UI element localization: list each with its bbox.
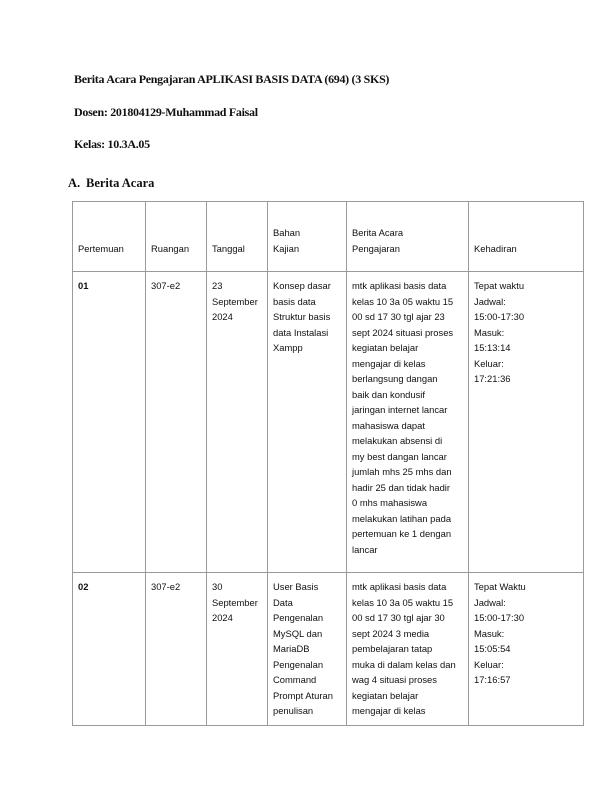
header-material-line: Bahan	[273, 227, 301, 238]
cell-line: Command	[273, 674, 317, 685]
cell-line: hadir 25 dan tidak hadir	[352, 481, 450, 493]
cell-line: mengajar di kelas	[352, 705, 426, 716]
cell-line: 15:05:54	[474, 643, 511, 654]
cell-line: Tepat Waktu	[474, 581, 526, 592]
cell-line: kelas 10 3a 05 waktu 15	[352, 295, 454, 307]
cell-line: Keluar:	[474, 357, 504, 369]
cell-line: 00 sd 17 30 tgl ajar 23	[352, 311, 445, 322]
cell-meeting: 01	[73, 272, 146, 573]
cell-attendance	[469, 573, 584, 726]
cell-line: Pengenalan	[273, 612, 324, 623]
cell-line: 15:00-17:30	[474, 311, 525, 322]
header-attendance: Kehadiran	[469, 202, 584, 272]
cell-line: muka di dalam kelas dan	[352, 658, 456, 670]
cell-line: Tepat waktu	[474, 280, 525, 291]
class-line: Kelas: 10.3A.05	[74, 137, 150, 151]
cell-line: lancar	[352, 543, 378, 555]
header-meeting: Pertemuan	[73, 202, 146, 272]
cell-line: jumlah mhs 25 mhs dan	[352, 466, 452, 477]
cell-line: pertemuan ke 1 dengan	[352, 528, 452, 539]
cell-line: data Instalasi	[273, 326, 329, 338]
cell-room: 307-e2	[146, 573, 207, 726]
cell-meeting: 02	[73, 573, 146, 726]
header-room: Ruangan	[146, 202, 207, 272]
cell-line: 23	[212, 280, 223, 291]
cell-line: 17:16:57	[474, 674, 511, 685]
cell-line: Pengenalan	[273, 658, 324, 670]
cell-line: Keluar:	[474, 658, 504, 670]
cell-line: penulisan	[273, 705, 314, 716]
cell-material	[268, 272, 347, 573]
header-date: Tanggal	[207, 202, 268, 272]
cell-date	[207, 573, 268, 726]
document-title: Berita Acara Pengajaran APLIKASI BASIS DATA (694) (3 SKS)	[74, 72, 390, 86]
table-row	[73, 573, 584, 726]
cell-line: sept 2024 3 media	[352, 627, 430, 639]
section-title: Berita Acara	[86, 176, 155, 190]
table-header-row	[73, 202, 584, 272]
cell-line: Jadwal:	[474, 596, 506, 608]
cell-line: User Basis	[273, 581, 319, 592]
cell-attendance	[469, 272, 584, 573]
cell-line: Masuk:	[474, 627, 505, 639]
header-report-line: Berita Acara	[352, 227, 404, 238]
cell-line: Konsep dasar	[273, 280, 331, 291]
cell-line: 2024	[212, 311, 233, 322]
cell-line: mengajar di kelas	[352, 357, 426, 369]
header-material	[268, 202, 347, 272]
cell-room: 307-e2	[146, 272, 207, 573]
cell-line: mtk aplikasi basis data	[352, 280, 447, 291]
cell-report	[347, 272, 469, 573]
header-report-line: Pengajaran	[352, 242, 400, 254]
cell-line: melakukan latihan pada	[352, 512, 452, 524]
teaching-report-table	[72, 201, 584, 726]
cell-line: Struktur basis	[273, 311, 331, 322]
cell-line: kelas 10 3a 05 waktu 15	[352, 596, 454, 608]
cell-line: 0 mhs mahasiswa	[352, 497, 428, 508]
cell-line: kegiatan belajar	[352, 342, 419, 353]
cell-line: melakukan absensi di	[352, 435, 443, 446]
section-label: A.	[68, 176, 81, 190]
cell-line: 15:00-17:30	[474, 612, 525, 623]
cell-line: September	[212, 596, 258, 608]
section-heading	[68, 176, 154, 191]
cell-line: 17:21:36	[474, 373, 511, 384]
cell-line: berlangsung dangan	[352, 373, 438, 384]
cell-material	[268, 573, 347, 726]
cell-line: 30	[212, 581, 223, 592]
cell-line: jaringan internet lancar	[352, 404, 448, 415]
cell-line: Jadwal:	[474, 295, 506, 307]
cell-line: kegiatan belajar	[352, 689, 419, 701]
cell-line: 15:13:14	[474, 342, 511, 353]
cell-line: my best dangan lancar	[352, 450, 447, 462]
header-material-line: Kajian	[273, 242, 300, 254]
cell-line: sept 2024 situasi proses	[352, 326, 454, 338]
cell-date	[207, 272, 268, 573]
cell-line: mtk aplikasi basis data	[352, 581, 447, 592]
cell-line: pembelajaran tatap	[352, 643, 433, 654]
lecturer-line: Dosen: 201804129-Muhammad Faisal	[74, 105, 258, 119]
cell-line: September	[212, 295, 258, 307]
cell-report	[347, 573, 469, 726]
cell-line: basis data	[273, 295, 316, 307]
cell-line: baik dan kondusif	[352, 388, 425, 400]
table-row	[73, 272, 584, 573]
cell-line: Xampp	[273, 342, 303, 353]
cell-line: wag 4 situasi proses	[352, 674, 437, 685]
cell-line: MySQL dan	[273, 627, 323, 639]
cell-line: Masuk:	[474, 326, 505, 338]
cell-line: mahasiswa dapat	[352, 419, 425, 431]
cell-line: 00 sd 17 30 tgl ajar 30	[352, 612, 445, 623]
cell-line: 2024	[212, 612, 233, 623]
cell-line: MariaDB	[273, 643, 310, 654]
cell-line: Prompt Aturan	[273, 689, 333, 701]
cell-line: Data	[273, 596, 293, 608]
header-report	[347, 202, 469, 272]
